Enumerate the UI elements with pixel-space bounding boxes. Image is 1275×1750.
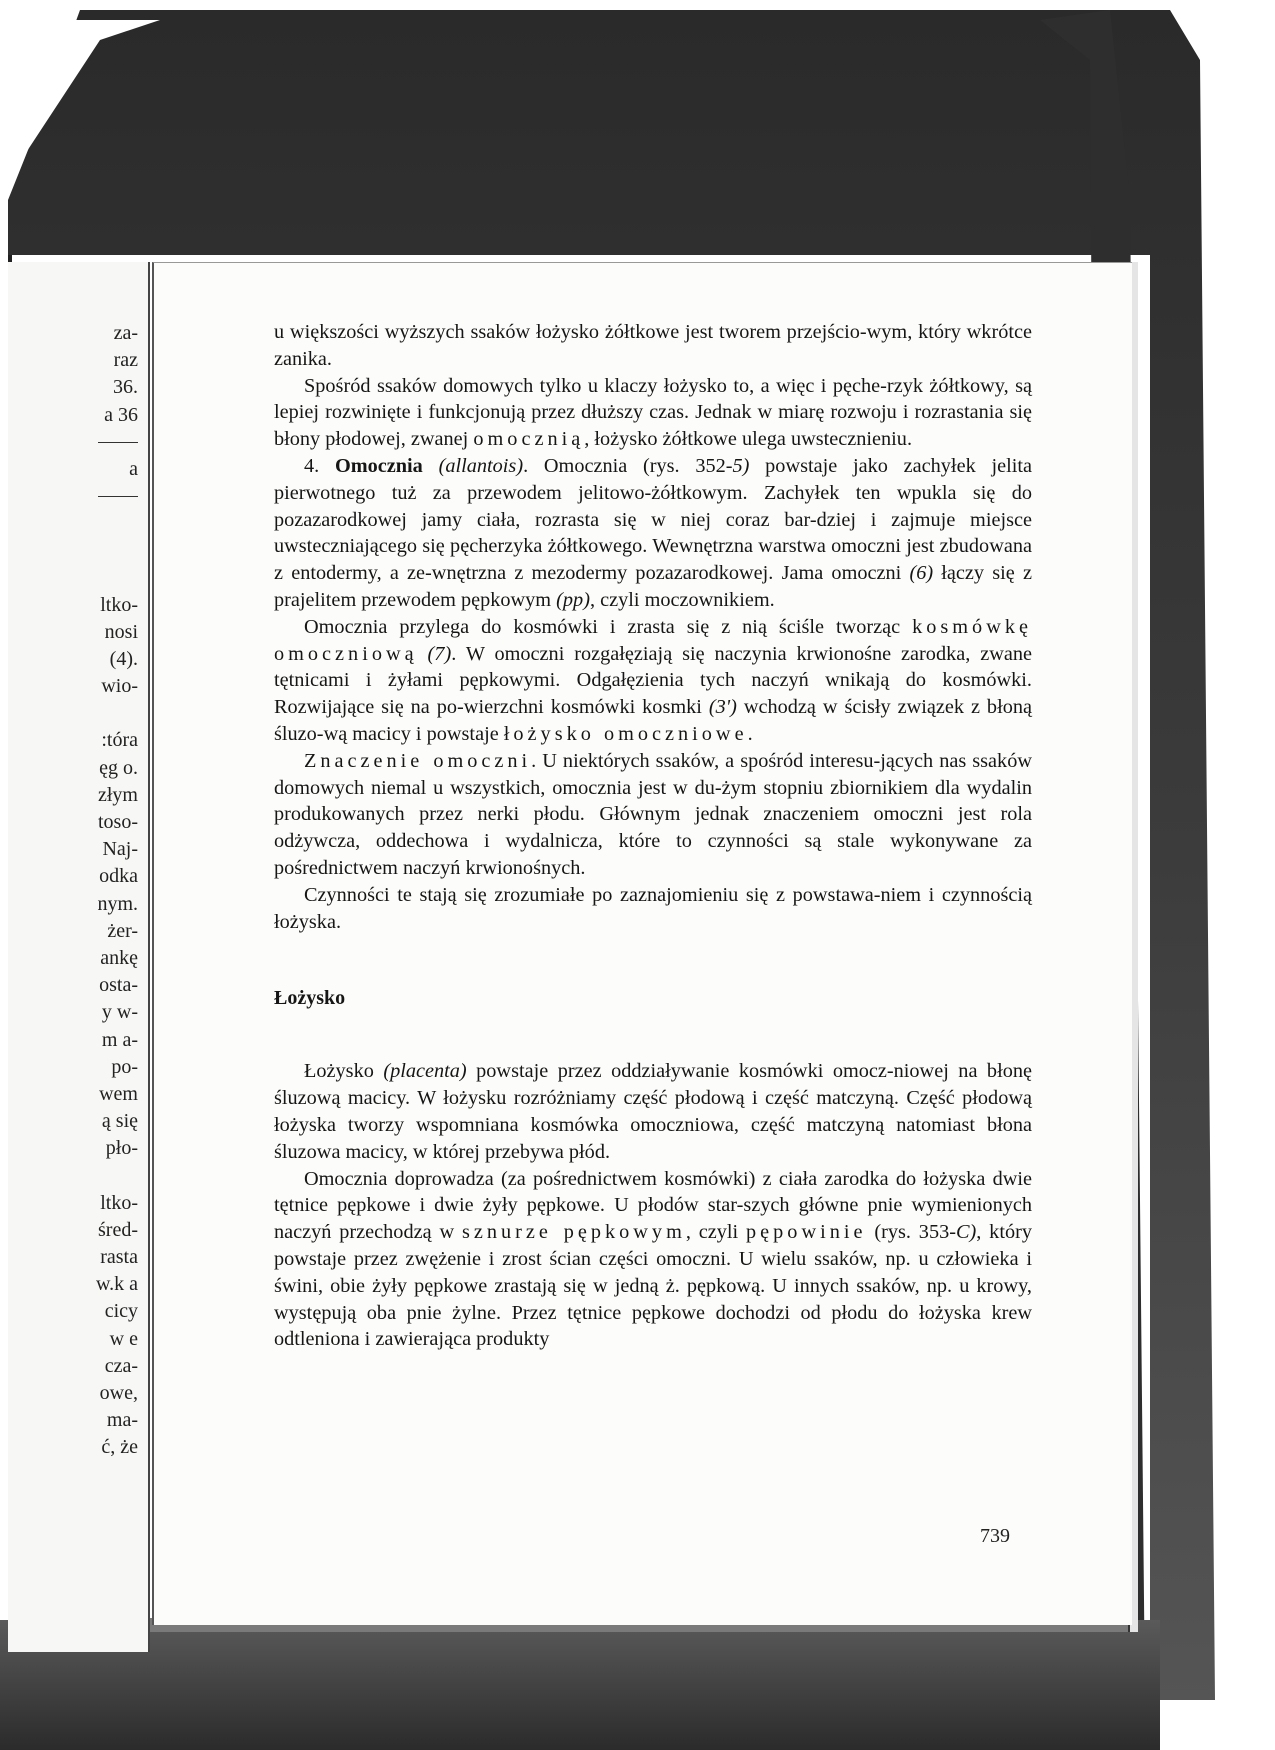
fragment: śred- [98, 1218, 138, 1241]
facing-page-text-fragments [18, 320, 138, 1462]
paragraph-7: Łożysko (placenta) powstaje przez oddziaływanie kosmówki omocz-niowej na błonę śluzową macicy. W łożysku rozróżniamy część płodową i część matczyną. Część płodową łożyska tworzy wspomniana kosmówka omoczniowa, część matczyną natomiast błona śluzowa macicy, w której przebywa płód. [274, 1060, 1032, 1163]
page-number: 739 [980, 1525, 1010, 1547]
fragment: wem [99, 1082, 138, 1105]
fragment: za- [113, 322, 138, 344]
fragment [18, 510, 138, 537]
fragment: ą się [101, 1110, 138, 1133]
paragraph-2: Spośród ssaków domowych tylko u klaczy łożysko to, a więc i pęche-rzyk żółtkowy, są lepiej rozwinięte i funkcjonują przez dłuższy czas. Jednak w miarę rozwoju i rozrastania się błony płodowej, zwanej omocznią, łożysko żółtkowe ulega uwstecznieniu. [274, 374, 1032, 451]
fragment: 36. [113, 376, 138, 399]
fragment: (4). [109, 647, 138, 670]
fragment [18, 537, 138, 564]
section-heading: Łożysko [274, 987, 346, 1010]
fragment: m a- [101, 1028, 138, 1051]
fragment: ltko- [100, 1191, 138, 1214]
fragment [98, 442, 138, 456]
section-title-omocznia: Omocznia [334, 454, 423, 477]
fragment: w.k a [95, 1273, 138, 1296]
fragment: ma- [106, 1409, 138, 1432]
fragment: ć, że [101, 1436, 138, 1459]
paragraph-6: Czynności te stają się zrozumiałe po zaznajomieniu się z powstawa-niem i czynnością łożyska. [274, 883, 1032, 933]
page-body [274, 319, 1032, 1353]
fragment: złym [98, 783, 138, 806]
fragment [18, 564, 138, 591]
paragraph-4: Omocznia przylega do kosmówki i zrasta się z nią ściśle tworząc kosmówkę omoczniową (7). W omoczni rozgałęziają się naczynia krwionośne zarodka, zwane tętnicami i żyłami pępkowymi. Odgałęzienia tych naczyń wnikają do kosmówki. Rozwijające się na po-wierzchni kosmówki kosmki (3') wchodzą w ścisły związek z błoną śluzo-wą macicy i powstaje łożysko omoczniowe. [274, 615, 1032, 745]
paragraph-8: Omocznia doprowadza (za pośrednictwem kosmówki) z ciała zarodka do łożyska dwie tętnice pępkowe i dwie żyły pępkowe. U płodów star-szych główne pnie wymienionych naczyń przechodzą w sznurze pępkowym, czyli pępowinie (rys. 353-C), który powstaje przez zwężenie i zrost ścian części omoczni. U wielu ssaków, np. u człowieka i świni, obie żyły pępkowe zrastają się w jedną ż. pępkową. U innych ssaków, np. u krowy, występują oba pnie żylne. Przez tętnice pępkowe dochodzi od płodu do łożyska krew odtleniona i zawierająca produkty [274, 1167, 1032, 1351]
fragment: a 36 [104, 403, 138, 426]
fragment: ęg o. [99, 756, 138, 779]
paragraph-5: Znaczenie omoczni. U niektórych ssaków, a spośród interesu-jących nas ssaków domowych niemal u wszystkich, omocznia jest w du-żym stopniu zbiornikiem dla wydalin produkowanych przez nerki płodu. Głównym jednak znaczeniem omoczni jest rola odżywcza, oddechowa i wydalnicza, które to czynności są stale wykonywane za pośrednictwem naczyń krwionośnych. [274, 749, 1032, 879]
paragraph-1: u większości wyższych ssaków łożysko żółtkowe jest tworem przejścio-wym, który wkrótce zanika. [274, 321, 1032, 370]
fragment: nosi [104, 620, 138, 643]
fragment: ankę [100, 946, 138, 969]
facing-page-edge [8, 262, 150, 1652]
fragment: ltko- [100, 593, 138, 616]
fragment: po- [111, 1055, 138, 1078]
fragment: pło- [105, 1137, 138, 1160]
fragment: raz [113, 349, 138, 372]
fragment: w e [109, 1327, 138, 1350]
fragment: toso- [98, 811, 138, 833]
book-page [152, 262, 1132, 1625]
fragment: cicy [104, 1300, 138, 1323]
fragment: odka [99, 865, 138, 888]
fragment: żer- [107, 919, 138, 942]
paragraph-omocznia: 4. Omocznia (allantois). Omocznia (rys. 352-5) powstaje jako zachyłek jelita pierwotnego tuż za przewodem jelitowo-żółtkowym. Zachyłek ten wpukla się do pozazarodkowej jamy ciała, rozrasta się w niej coraz bar-dziej i zajmuje miejsce uwsteczniającego się pęcherzyka żółtkowego. Wewnętrzna warstwa omoczni jest zbudowana z entodermy, a ze-wnętrzna z mezodermy pozazarodkowej. Jama omoczni (6) łączy się z prajelitem przewodem pępkowym (pp), czyli moczownikiem. [274, 454, 1032, 611]
fragment: a [129, 457, 138, 480]
fragment: nym. [97, 892, 138, 915]
fragment: cza- [104, 1354, 138, 1377]
fragment: rasta [100, 1246, 138, 1268]
fragment: wio- [101, 675, 138, 698]
fragment [98, 496, 138, 510]
fragment [18, 700, 138, 727]
fragment: y w- [101, 1001, 138, 1024]
fragment [18, 1162, 138, 1189]
fragment: :tóra [101, 729, 138, 752]
fragment: osta- [99, 974, 138, 997]
fragment: owe, [99, 1381, 138, 1404]
fragment: Naj- [102, 838, 138, 861]
